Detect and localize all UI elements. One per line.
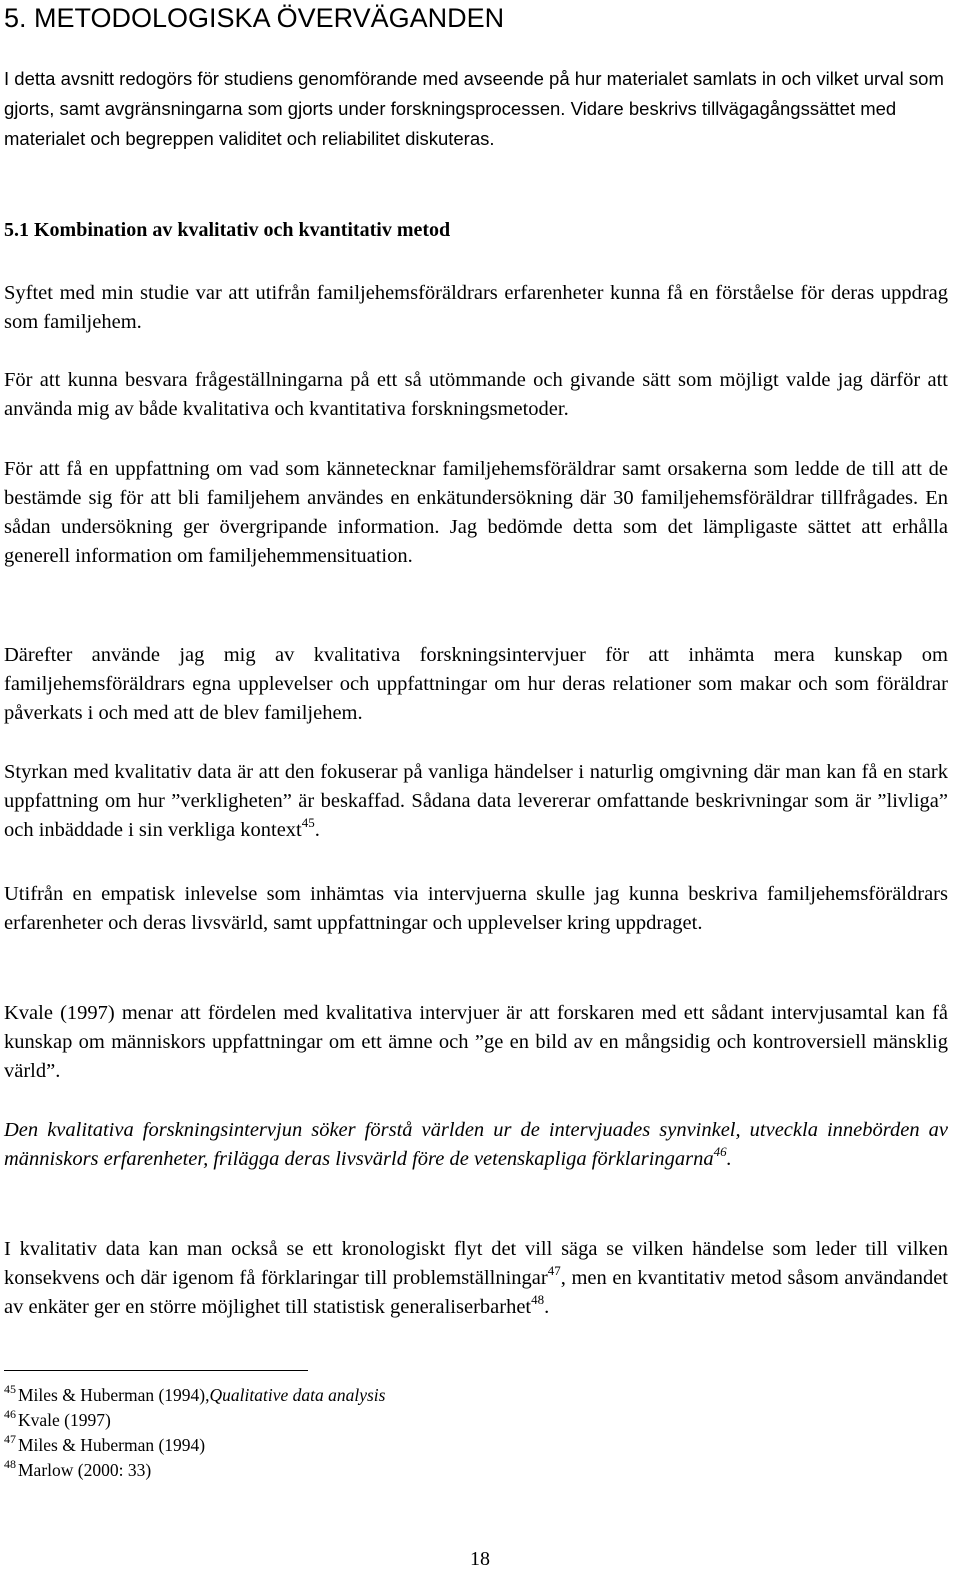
- paragraph-5: [4, 758, 948, 845]
- paragraph-8-text-a: I kvalitativ data kan man också se ett kronologiskt flyt det vill säga se vilken händelse som leder till vilken konsekvens och där igenom få förklaringar till problemställningar: [4, 1238, 948, 1289]
- paragraph-8: [4, 1235, 948, 1322]
- footnote-text: Miles & Huberman (1994),: [18, 1385, 210, 1405]
- footnote-47: [4, 1433, 704, 1458]
- footnote-45: [4, 1383, 704, 1408]
- footnote-ref-46: 46: [713, 1144, 727, 1159]
- footnote-ref-47: 47: [547, 1263, 561, 1278]
- paragraph-8-text-b: , men en kvantitativ metod såsom användandet av enkäter ger en större möjlighet till statistisk generaliserbarhet: [4, 1267, 948, 1318]
- footnote-number: 47: [4, 1432, 16, 1446]
- footnote-ref-45: 45: [301, 815, 315, 830]
- footnote-text: Kvale (1997): [18, 1410, 111, 1430]
- footnote-number: 45: [4, 1382, 16, 1396]
- paragraph-6: Utifrån en empatisk inlevelse som inhämtas via intervjuerna skulle jag kunna beskriva familjehemsföräldrars erfarenheter och deras livsvärld, samt uppfattningar och upplevelser kring uppdraget.: [4, 883, 948, 934]
- footnote-divider: [4, 1370, 308, 1371]
- paragraph-8-end: .: [544, 1296, 550, 1318]
- intro-paragraph: I detta avsnitt redogörs för studiens genomförande med avseende på hur materialet samlats in och vilket urval som gjorts, samt avgränsningarna som gjorts under forskningsprocessen. Vidare beskrivs tillvägagångssättet med materialet och begreppen validitet och reliabilitet diskuteras.: [4, 68, 944, 149]
- subsection-heading: 5.1 Kombination av kvalitativ och kvantitativ metod: [4, 219, 451, 241]
- footnote-46: [4, 1408, 704, 1433]
- block-quote: [4, 1116, 948, 1174]
- paragraph-7: Kvale (1997) menar att fördelen med kvalitativa intervjuer är att forskaren med ett sådant intervjusamtal kan få kunskap om människors uppfattningar om ett ämne och ”ge en bild av en mångsidig och kontroversiell mänsklig värld”.: [4, 1002, 948, 1082]
- block-quote-text: Den kvalitativa forskningsintervjun söker förstå världen ur de intervjuades synvinkel, utveckla innebörden av människors erfarenheter, frilägga deras livsvärld före de vetenskapliga förklaringarna: [4, 1119, 948, 1170]
- paragraph-5-text: Styrkan med kvalitativ data är att den fokuserar på vanliga händelser i naturlig omgivning där man kan få en stark uppfattning om hur ”verkligheten” är beskaffad. Sådana data levererar omfattande beskrivningar som är ”livliga” och inbäddade i sin verkliga kontext: [4, 761, 948, 841]
- paragraph-4: Därefter använde jag mig av kvalitativa forskningsintervjuer för att inhämta mera kunskap om familjehemsföräldrars egna upplevelser och uppfattningar om hur deras relationer som makar och som föräldrar påverkats i och med att de blev familjehem.: [4, 644, 948, 724]
- paragraph-2: För att kunna besvara frågeställningarna på ett så utömmande och givande sätt som möjligt valde jag därför att använda mig av både kvalitativa och kvantitativa forskningsmetoder.: [4, 369, 948, 420]
- footnote-text: Marlow (2000: 33): [18, 1460, 152, 1480]
- section-heading: 5. METODOLOGISKA ÖVERVÄGANDEN: [4, 3, 505, 33]
- page-number: 18: [470, 1548, 490, 1570]
- block-quote-end: .: [726, 1148, 732, 1170]
- footnote-title: Qualitative data analysis: [209, 1385, 386, 1405]
- footnote-number: 48: [4, 1457, 16, 1471]
- paragraph-1: Syftet med min studie var att utifrån familjehemsföräldrars erfarenheter kunna få en förståelse för deras uppdrag som familjehem.: [4, 282, 948, 333]
- footnotes: [4, 1383, 704, 1483]
- paragraph-5-end: .: [314, 819, 320, 841]
- footnote-text: Miles & Huberman (1994): [18, 1435, 206, 1455]
- footnote-48: [4, 1458, 704, 1483]
- footnote-number: 46: [4, 1407, 16, 1421]
- footnote-ref-48: 48: [531, 1292, 545, 1307]
- paragraph-3: För att få en uppfattning om vad som kännetecknar familjehemsföräldrar samt orsakerna som ledde de till att de bestämde sig för att bli familjehem användes en enkätundersökning där 30 familjehemsföräldrar tillfrågades. En sådan undersökning ger övergripande information. Jag bedömde detta som det lämpligaste sättet att erhålla generell information om familjehemmensituation.: [4, 458, 948, 567]
